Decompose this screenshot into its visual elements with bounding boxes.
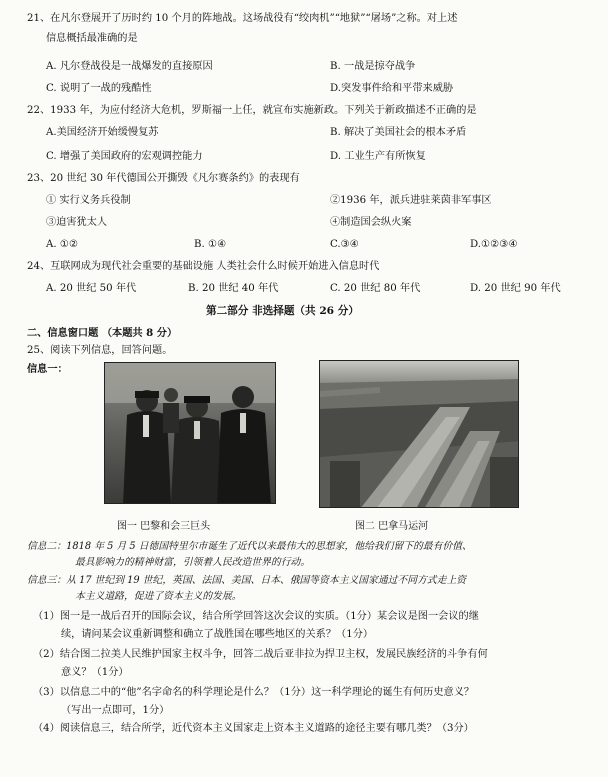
subq4-line1: （4）阅读信息三，结合所学，近代资本主义国家走上资本主义道路的途径主要有哪几类？（3分） [33,723,474,734]
subq3-line2: （写出一点即可，1分） [61,705,170,716]
q24-option-d: D. 20 世纪 90 年代 [470,283,561,294]
paris-conference-photo [104,362,276,504]
q24-option-c: C. 20 世纪 80 年代 [330,283,421,294]
subq1-line2: 续，请问某会议重新调整和确立了战胜国在哪些地区的关系？（1分） [61,629,374,640]
q23-option-b: B. ①④ [194,239,227,250]
subq1-line1: （1）图一是一战后召开的国际会议，结合所学回答这次会议的实质。（1分）某会议是图一会议的继 [33,611,479,622]
q23-option-d: D.①②③④ [470,239,518,250]
info3-line2: 本主义道路，促进了资本主义的发展。 [75,591,242,602]
q21-stem-line1: 21、在凡尔登展开了历时约 10 个月的阵地战。这场战役有“绞肉机”“地狱”“屠场”之称。对上述 [27,13,458,24]
subq2-line1: （2）结合图二拉美人民维护国家主权斗争，回答二战后亚非拉为捍卫主权，发展民族经济的斗争有何 [33,649,488,660]
q23-item-4: ④制造国会纵火案 [330,217,412,228]
q23-option-a: A. ①② [46,239,79,250]
q21-option-d: D.突发事件给和平带来威胁 [330,83,454,94]
q23-stem: 23、20 世纪 30 年代德国公开撕毁《凡尔赛条约》的表现有 [27,173,300,184]
info2-line1: 信息二：1818 年 5 月 5 日德国特里尔市诞生了近代以来最伟大的思想家，他给我们留下的最有价值、 [27,541,472,552]
subq3-line1: （3）以信息二中的“他”名字命名的科学理论是什么？（1分）这一科学理论的诞生有何历史意义？ [33,687,475,698]
q21-option-b: B. 一战是掠夺战争 [330,61,416,72]
info3-line1: 信息三：从 17 世纪到 19 世纪，英国、法国、美国、日本、俄国等资本主义国家通过不同方式走上资 [27,575,467,586]
q23-item-3: ③迫害犹太人 [46,217,108,228]
q21-stem-line2: 信息概括最准确的是 [46,33,138,44]
figure2-caption: 图二 巴拿马运河 [355,521,429,532]
q21-option-a: A. 凡尔登战役是一战爆发的直接原因 [46,61,213,72]
figure1-caption: 图一 巴黎和会三巨头 [117,521,211,532]
q21-option-c: C. 说明了一战的残酷性 [46,83,152,94]
q25-stem: 25、阅读下列信息，回答问题。 [27,345,173,356]
section2-heading: 二、信息窗口题 （本题共 8 分） [27,327,178,339]
subq2-line2: 意义？（1分） [61,667,129,678]
info2-line2: 最具影响力的精神财富，引领着人民改造世界的行动。 [75,557,311,568]
paris-conference-image [105,363,276,504]
panama-canal-image [320,361,519,508]
q24-option-b: B. 20 世纪 40 年代 [188,283,279,294]
q24-option-a: A. 20 世纪 50 年代 [46,283,137,294]
info1-label: 信息一： [27,363,68,375]
q24-stem: 24、互联网成为现代社会重要的基础设施 人类社会什么时候开始进入信息时代 [27,261,380,272]
q22-option-a: A.美国经济开始缓慢复苏 [46,127,159,138]
q22-stem: 22、1933 年，为应付经济大危机，罗斯福一上任，就宣布实施新政。下列关于新政描述不正确的是 [27,105,477,116]
q22-option-d: D. 工业生产有所恢复 [330,151,426,162]
q23-option-c: C.③④ [330,239,359,250]
part2-heading: 第二部分 非选择题（共 26 分） [206,305,359,317]
q23-item-2: ②1936 年，派兵进驻莱茵非军事区 [330,195,492,206]
panama-canal-photo [319,360,519,508]
q22-option-b: B. 解决了美国社会的根本矛盾 [330,127,467,138]
q23-item-1: ① 实行义务兵役制 [46,195,131,206]
q22-option-c: C. 增强了美国政府的宏观调控能力 [46,151,203,162]
